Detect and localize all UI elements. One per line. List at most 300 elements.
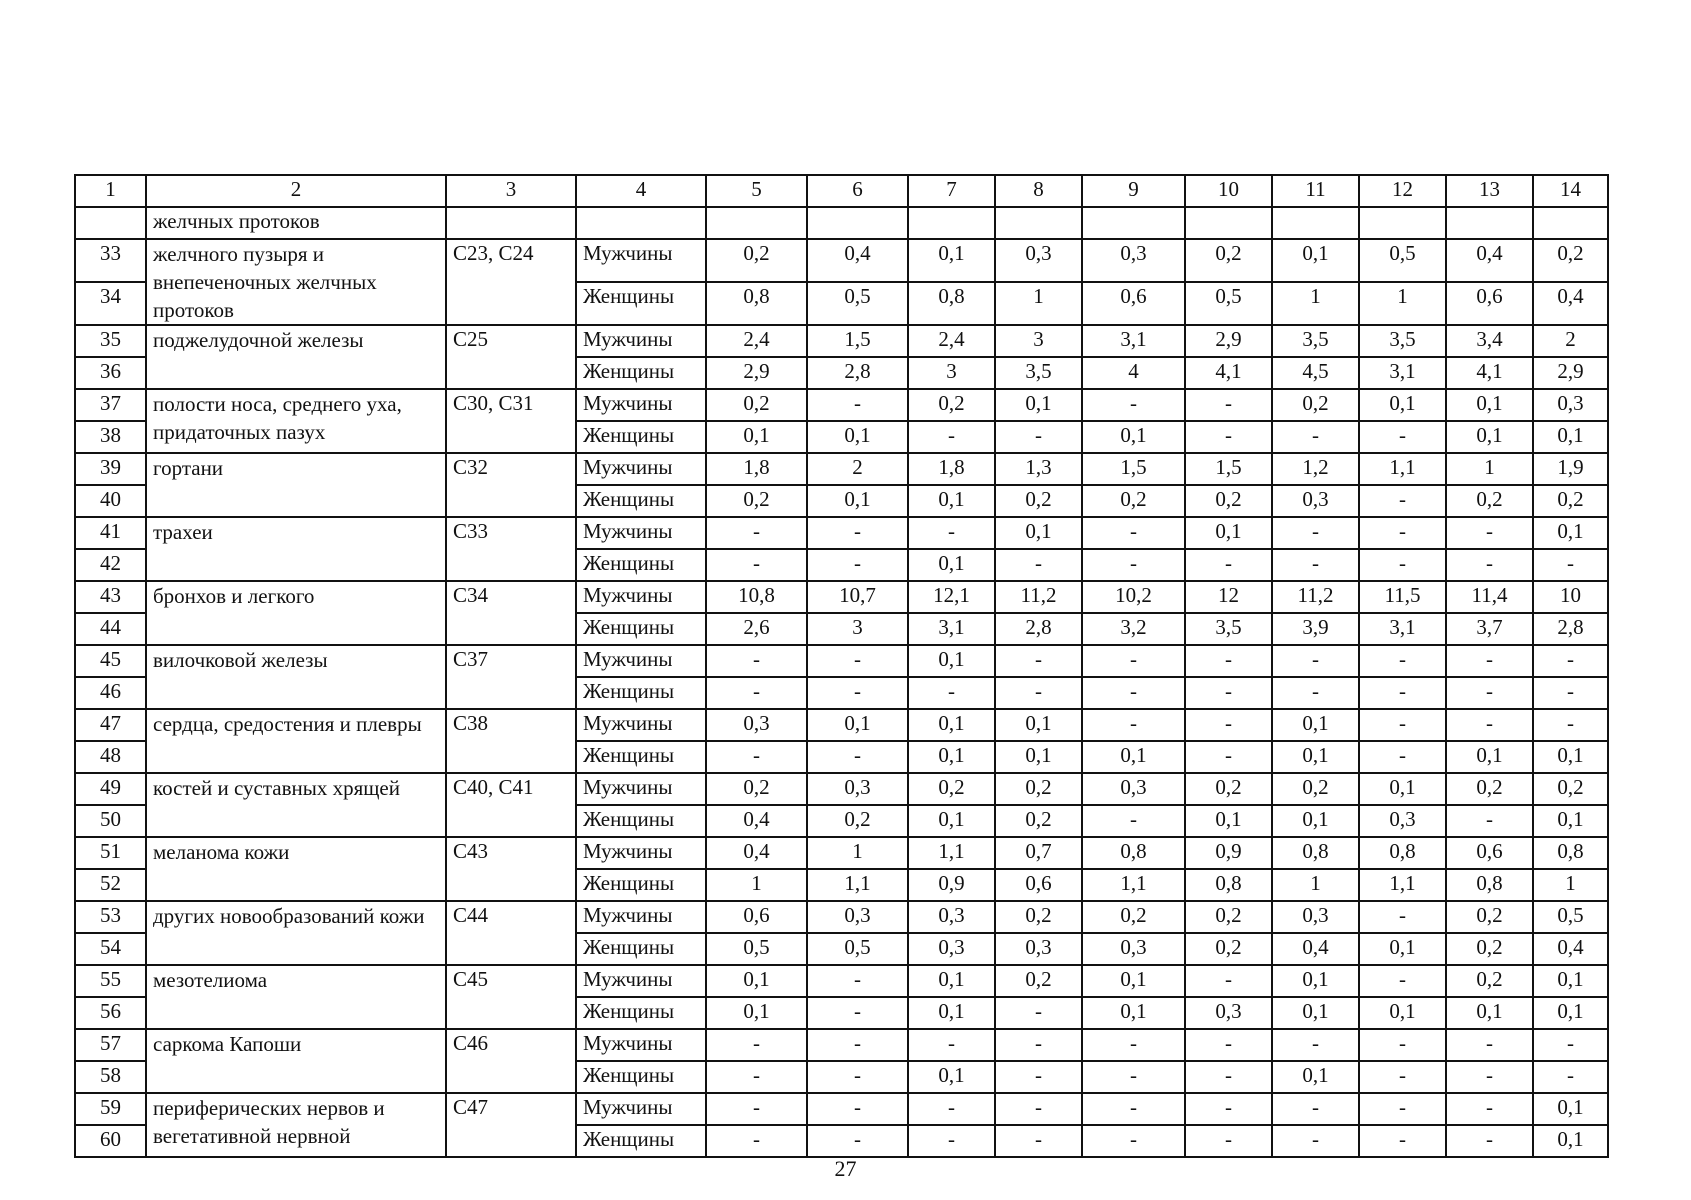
value-cell: - bbox=[1359, 677, 1446, 709]
value-cell: 0,6 bbox=[1446, 282, 1533, 325]
value-cell: - bbox=[1185, 741, 1272, 773]
value-cell: - bbox=[1446, 709, 1533, 741]
table-row bbox=[75, 207, 1608, 239]
value-cell: 0,5 bbox=[1185, 282, 1272, 325]
value-cell: 3,5 bbox=[1359, 325, 1446, 357]
value-cell: 0,1 bbox=[1446, 389, 1533, 421]
value-cell: 0,1 bbox=[1359, 773, 1446, 805]
value-cell: 0,2 bbox=[1185, 485, 1272, 517]
value-cell: 2 bbox=[807, 453, 908, 485]
localization-cell: желчного пузыря и внепеченочных желчных протоков bbox=[146, 239, 446, 325]
value-cell: 0,2 bbox=[1185, 239, 1272, 282]
value-cell: 0,1 bbox=[1082, 421, 1185, 453]
value-cell: 4 bbox=[1082, 357, 1185, 389]
value-cell: 0,2 bbox=[1082, 901, 1185, 933]
icd-code-cell: C32 bbox=[446, 453, 576, 517]
header-cell: 1 bbox=[75, 175, 146, 207]
sex-cell: Женщины bbox=[576, 869, 706, 901]
value-cell: 0,1 bbox=[706, 965, 807, 997]
value-cell: - bbox=[1446, 1061, 1533, 1093]
row-number-cell: 42 bbox=[75, 549, 146, 581]
value-cell: - bbox=[807, 1093, 908, 1125]
header-cell: 11 bbox=[1272, 175, 1359, 207]
value-cell: 0,2 bbox=[1272, 773, 1359, 805]
value-cell: 0,5 bbox=[807, 282, 908, 325]
value-cell: - bbox=[706, 549, 807, 581]
row-number-cell: 50 bbox=[75, 805, 146, 837]
localization-cell: сердца, средостения и плевры bbox=[146, 709, 446, 773]
sex-cell: Мужчины bbox=[576, 517, 706, 549]
localization-cell: саркома Капоши bbox=[146, 1029, 446, 1093]
value-cell: 0,1 bbox=[1533, 1125, 1608, 1157]
value-cell: - bbox=[908, 677, 995, 709]
value-cell: 0,1 bbox=[1272, 741, 1359, 773]
value-cell: 0,2 bbox=[706, 389, 807, 421]
value-cell: 0,1 bbox=[1446, 997, 1533, 1029]
value-cell: - bbox=[1533, 549, 1608, 581]
table-row bbox=[75, 453, 1608, 485]
localization-cell: гортани bbox=[146, 453, 446, 517]
row-number-cell: 44 bbox=[75, 613, 146, 645]
value-cell: 0,2 bbox=[1446, 933, 1533, 965]
localization-cell: костей и суставных хрящей bbox=[146, 773, 446, 837]
value-cell: 11,2 bbox=[995, 581, 1082, 613]
value-cell: - bbox=[706, 1093, 807, 1125]
value-cell: 2,4 bbox=[908, 325, 995, 357]
value-cell: - bbox=[995, 1125, 1082, 1157]
value-cell: 0,1 bbox=[1359, 389, 1446, 421]
value-cell: - bbox=[807, 1029, 908, 1061]
empty-cell bbox=[807, 207, 908, 239]
value-cell: - bbox=[1082, 549, 1185, 581]
value-cell: - bbox=[995, 421, 1082, 453]
value-cell: 0,2 bbox=[1446, 965, 1533, 997]
value-cell: 0,2 bbox=[1533, 485, 1608, 517]
header-cell: 14 bbox=[1533, 175, 1608, 207]
value-cell: 0,5 bbox=[706, 933, 807, 965]
value-cell: 0,1 bbox=[1185, 805, 1272, 837]
value-cell: 1,2 bbox=[1272, 453, 1359, 485]
value-cell: 0,1 bbox=[807, 709, 908, 741]
value-cell: - bbox=[706, 645, 807, 677]
value-cell: - bbox=[908, 1029, 995, 1061]
value-cell: 0,2 bbox=[908, 773, 995, 805]
value-cell: 0,1 bbox=[1272, 965, 1359, 997]
value-cell: - bbox=[1359, 1093, 1446, 1125]
sex-cell: Мужчины bbox=[576, 773, 706, 805]
value-cell: 3,1 bbox=[1082, 325, 1185, 357]
value-cell: 0,3 bbox=[1082, 239, 1185, 282]
sex-cell: Женщины bbox=[576, 677, 706, 709]
empty-cell bbox=[446, 207, 576, 239]
value-cell: - bbox=[706, 677, 807, 709]
value-cell: - bbox=[1082, 1125, 1185, 1157]
value-cell: - bbox=[1082, 389, 1185, 421]
sex-cell: Мужчины bbox=[576, 325, 706, 357]
value-cell: 0,2 bbox=[1533, 773, 1608, 805]
value-cell: 3,4 bbox=[1446, 325, 1533, 357]
value-cell: 0,1 bbox=[1533, 997, 1608, 1029]
value-cell: 11,4 bbox=[1446, 581, 1533, 613]
value-cell: 0,1 bbox=[908, 485, 995, 517]
header-row bbox=[75, 175, 1608, 207]
sex-cell: Женщины bbox=[576, 613, 706, 645]
value-cell: 3,5 bbox=[995, 357, 1082, 389]
header-cell: 3 bbox=[446, 175, 576, 207]
value-cell: 3,1 bbox=[1359, 613, 1446, 645]
value-cell: 0,1 bbox=[1533, 965, 1608, 997]
value-cell: 0,1 bbox=[995, 389, 1082, 421]
value-cell: 0,1 bbox=[995, 709, 1082, 741]
localization-cell: других новообразований кожи bbox=[146, 901, 446, 965]
value-cell: 0,1 bbox=[1533, 1093, 1608, 1125]
value-cell: 0,9 bbox=[1185, 837, 1272, 869]
value-cell: - bbox=[995, 1093, 1082, 1125]
sex-cell: Женщины bbox=[576, 741, 706, 773]
row-number-cell: 34 bbox=[75, 282, 146, 325]
table-row bbox=[75, 581, 1608, 613]
value-cell: - bbox=[706, 1125, 807, 1157]
value-cell: - bbox=[1446, 549, 1533, 581]
row-number-cell: 59 bbox=[75, 1093, 146, 1125]
value-cell: 0,1 bbox=[1359, 933, 1446, 965]
value-cell: - bbox=[807, 741, 908, 773]
value-cell: 0,8 bbox=[1185, 869, 1272, 901]
icd-code-cell: C44 bbox=[446, 901, 576, 965]
value-cell: - bbox=[1359, 549, 1446, 581]
value-cell: - bbox=[908, 1125, 995, 1157]
value-cell: 0,3 bbox=[908, 933, 995, 965]
value-cell: 0,2 bbox=[1185, 773, 1272, 805]
sex-cell: Мужчины bbox=[576, 1093, 706, 1125]
value-cell: 10,2 bbox=[1082, 581, 1185, 613]
value-cell: - bbox=[995, 645, 1082, 677]
sex-cell: Женщины bbox=[576, 997, 706, 1029]
icd-code-cell: C30, C31 bbox=[446, 389, 576, 453]
value-cell: - bbox=[1272, 1093, 1359, 1125]
sex-cell: Мужчины bbox=[576, 453, 706, 485]
row-number-cell: 46 bbox=[75, 677, 146, 709]
value-cell: - bbox=[807, 965, 908, 997]
localization-cell: поджелудочной железы bbox=[146, 325, 446, 389]
header-cell: 5 bbox=[706, 175, 807, 207]
value-cell: 0,5 bbox=[1359, 239, 1446, 282]
table-row bbox=[75, 709, 1608, 741]
value-cell: 3,5 bbox=[1272, 325, 1359, 357]
header-cell: 9 bbox=[1082, 175, 1185, 207]
header-cell: 4 bbox=[576, 175, 706, 207]
value-cell: 0,2 bbox=[995, 773, 1082, 805]
value-cell: 0,2 bbox=[1533, 239, 1608, 282]
value-cell: - bbox=[995, 549, 1082, 581]
value-cell: - bbox=[1359, 645, 1446, 677]
value-cell: 2,8 bbox=[807, 357, 908, 389]
sex-cell: Мужчины bbox=[576, 389, 706, 421]
value-cell: 0,3 bbox=[1272, 485, 1359, 517]
value-cell: 0,6 bbox=[1082, 282, 1185, 325]
value-cell: - bbox=[995, 1061, 1082, 1093]
value-cell: 0,3 bbox=[1082, 773, 1185, 805]
row-number-cell: 35 bbox=[75, 325, 146, 357]
empty-cell bbox=[1272, 207, 1359, 239]
row-number-cell: 60 bbox=[75, 1125, 146, 1157]
value-cell: 0,2 bbox=[1185, 901, 1272, 933]
value-cell: - bbox=[1359, 741, 1446, 773]
value-cell: 0,1 bbox=[1272, 1061, 1359, 1093]
value-cell: - bbox=[908, 421, 995, 453]
value-cell: 11,5 bbox=[1359, 581, 1446, 613]
value-cell: 0,1 bbox=[908, 805, 995, 837]
value-cell: - bbox=[1082, 677, 1185, 709]
row-number-cell: 58 bbox=[75, 1061, 146, 1093]
icd-code-cell: C43 bbox=[446, 837, 576, 901]
empty-cell bbox=[1446, 207, 1533, 239]
value-cell: 4,1 bbox=[1185, 357, 1272, 389]
value-cell: - bbox=[1446, 517, 1533, 549]
value-cell: - bbox=[706, 1061, 807, 1093]
value-cell: - bbox=[1272, 549, 1359, 581]
localization-cell: трахеи bbox=[146, 517, 446, 581]
sex-cell: Женщины bbox=[576, 1061, 706, 1093]
value-cell: - bbox=[1359, 485, 1446, 517]
value-cell: 0,1 bbox=[908, 709, 995, 741]
value-cell: - bbox=[1533, 1029, 1608, 1061]
value-cell: 0,1 bbox=[1446, 741, 1533, 773]
row-number-cell: 49 bbox=[75, 773, 146, 805]
value-cell: 0,1 bbox=[908, 549, 995, 581]
value-cell: - bbox=[1272, 645, 1359, 677]
icd-code-cell: C45 bbox=[446, 965, 576, 1029]
localization-cell: желчных протоков bbox=[146, 207, 446, 239]
value-cell: - bbox=[1446, 805, 1533, 837]
value-cell: 0,2 bbox=[706, 239, 807, 282]
value-cell: 0,4 bbox=[1533, 282, 1608, 325]
value-cell: 0,1 bbox=[706, 421, 807, 453]
row-number-cell: 56 bbox=[75, 997, 146, 1029]
value-cell: 0,1 bbox=[706, 997, 807, 1029]
value-cell: - bbox=[1185, 1029, 1272, 1061]
value-cell: 1,8 bbox=[908, 453, 995, 485]
empty-cell bbox=[706, 207, 807, 239]
value-cell: 0,4 bbox=[1533, 933, 1608, 965]
statistics-table bbox=[74, 174, 1609, 1158]
value-cell: 12 bbox=[1185, 581, 1272, 613]
value-cell: 1 bbox=[995, 282, 1082, 325]
value-cell: 0,4 bbox=[1272, 933, 1359, 965]
value-cell: - bbox=[1185, 709, 1272, 741]
value-cell: 1,1 bbox=[1359, 453, 1446, 485]
value-cell: 0,5 bbox=[807, 933, 908, 965]
value-cell: - bbox=[1272, 677, 1359, 709]
icd-code-cell: C37 bbox=[446, 645, 576, 709]
sex-cell: Мужчины bbox=[576, 239, 706, 282]
value-cell: 0,7 bbox=[995, 837, 1082, 869]
value-cell: - bbox=[1533, 1061, 1608, 1093]
localization-cell: меланома кожи bbox=[146, 837, 446, 901]
value-cell: 4,5 bbox=[1272, 357, 1359, 389]
value-cell: 1 bbox=[1533, 869, 1608, 901]
value-cell: 0,1 bbox=[1272, 805, 1359, 837]
value-cell: 1 bbox=[706, 869, 807, 901]
sex-cell: Мужчины bbox=[576, 581, 706, 613]
value-cell: - bbox=[1082, 517, 1185, 549]
value-cell: 0,1 bbox=[908, 741, 995, 773]
value-cell: 2,9 bbox=[706, 357, 807, 389]
value-cell: - bbox=[1359, 709, 1446, 741]
value-cell: 0,8 bbox=[706, 282, 807, 325]
value-cell: - bbox=[1446, 1125, 1533, 1157]
value-cell: - bbox=[807, 517, 908, 549]
sex-cell: Женщины bbox=[576, 357, 706, 389]
value-cell: 1 bbox=[807, 837, 908, 869]
value-cell: 1,5 bbox=[1185, 453, 1272, 485]
value-cell: 0,2 bbox=[706, 773, 807, 805]
value-cell: 4,1 bbox=[1446, 357, 1533, 389]
value-cell: 0,3 bbox=[1082, 933, 1185, 965]
row-number-cell: 51 bbox=[75, 837, 146, 869]
value-cell: 0,1 bbox=[807, 421, 908, 453]
empty-cell bbox=[1185, 207, 1272, 239]
value-cell: - bbox=[1446, 645, 1533, 677]
icd-code-cell: C33 bbox=[446, 517, 576, 581]
value-cell: 0,1 bbox=[1185, 517, 1272, 549]
value-cell: 0,1 bbox=[908, 1061, 995, 1093]
table-row bbox=[75, 1029, 1608, 1061]
header-cell: 10 bbox=[1185, 175, 1272, 207]
value-cell: - bbox=[1185, 549, 1272, 581]
value-cell: 0,4 bbox=[807, 239, 908, 282]
value-cell: - bbox=[995, 997, 1082, 1029]
sex-cell: Мужчины bbox=[576, 837, 706, 869]
value-cell: - bbox=[1359, 1029, 1446, 1061]
value-cell: 1,1 bbox=[1359, 869, 1446, 901]
header-cell: 12 bbox=[1359, 175, 1446, 207]
value-cell: 0,2 bbox=[995, 901, 1082, 933]
value-cell: - bbox=[1082, 709, 1185, 741]
value-cell: 1,3 bbox=[995, 453, 1082, 485]
value-cell: 0,1 bbox=[995, 517, 1082, 549]
row-number-cell: 54 bbox=[75, 933, 146, 965]
value-cell: - bbox=[1082, 1093, 1185, 1125]
sex-cell: Женщины bbox=[576, 282, 706, 325]
value-cell: - bbox=[807, 997, 908, 1029]
value-cell: 0,1 bbox=[995, 741, 1082, 773]
value-cell: 1 bbox=[1272, 282, 1359, 325]
value-cell: 1,9 bbox=[1533, 453, 1608, 485]
value-cell: 0,9 bbox=[908, 869, 995, 901]
icd-code-cell: C46 bbox=[446, 1029, 576, 1093]
row-number-cell: 53 bbox=[75, 901, 146, 933]
value-cell: 3 bbox=[807, 613, 908, 645]
row-number-cell: 52 bbox=[75, 869, 146, 901]
value-cell: 2,6 bbox=[706, 613, 807, 645]
value-cell: - bbox=[1533, 709, 1608, 741]
value-cell: 2 bbox=[1533, 325, 1608, 357]
value-cell: 0,2 bbox=[1272, 389, 1359, 421]
value-cell: 0,1 bbox=[908, 997, 995, 1029]
value-cell: 3 bbox=[908, 357, 995, 389]
sex-cell: Женщины bbox=[576, 421, 706, 453]
sex-cell: Мужчины bbox=[576, 1029, 706, 1061]
table-body bbox=[75, 175, 1608, 1157]
value-cell: 0,1 bbox=[1359, 997, 1446, 1029]
value-cell: 0,2 bbox=[807, 805, 908, 837]
table-row bbox=[75, 965, 1608, 997]
value-cell: 12,1 bbox=[908, 581, 995, 613]
value-cell: - bbox=[1185, 965, 1272, 997]
value-cell: 0,8 bbox=[1446, 869, 1533, 901]
value-cell: 0,3 bbox=[1185, 997, 1272, 1029]
value-cell: 0,1 bbox=[1082, 965, 1185, 997]
value-cell: 3,1 bbox=[908, 613, 995, 645]
value-cell: 0,1 bbox=[807, 485, 908, 517]
sex-cell: Женщины bbox=[576, 805, 706, 837]
sex-cell: Женщины bbox=[576, 1125, 706, 1157]
sex-cell: Мужчины bbox=[576, 709, 706, 741]
header-cell: 7 bbox=[908, 175, 995, 207]
value-cell: - bbox=[807, 677, 908, 709]
value-cell: - bbox=[1272, 517, 1359, 549]
value-cell: 0,8 bbox=[1082, 837, 1185, 869]
row-number-cell: 48 bbox=[75, 741, 146, 773]
value-cell: - bbox=[1272, 1125, 1359, 1157]
icd-code-cell: C25 bbox=[446, 325, 576, 389]
sex-cell: Мужчины bbox=[576, 901, 706, 933]
value-cell: - bbox=[995, 1029, 1082, 1061]
page-number: 27 bbox=[834, 1156, 857, 1181]
value-cell: 0,1 bbox=[1446, 421, 1533, 453]
row-number-cell: 38 bbox=[75, 421, 146, 453]
localization-cell: бронхов и легкого bbox=[146, 581, 446, 645]
localization-cell: полости носа, среднего уха, придаточных пазух bbox=[146, 389, 446, 453]
value-cell: - bbox=[1359, 1125, 1446, 1157]
row-number-cell: 55 bbox=[75, 965, 146, 997]
value-cell: 1,5 bbox=[1082, 453, 1185, 485]
value-cell: - bbox=[706, 741, 807, 773]
value-cell: 0,1 bbox=[1533, 421, 1608, 453]
value-cell: 1,8 bbox=[706, 453, 807, 485]
value-cell: - bbox=[807, 389, 908, 421]
table-row bbox=[75, 389, 1608, 421]
value-cell: 10,7 bbox=[807, 581, 908, 613]
value-cell: 0,2 bbox=[1185, 933, 1272, 965]
row-number-cell: 57 bbox=[75, 1029, 146, 1061]
value-cell: 0,1 bbox=[1272, 709, 1359, 741]
value-cell: - bbox=[1082, 1029, 1185, 1061]
value-cell: 3,7 bbox=[1446, 613, 1533, 645]
value-cell: 1 bbox=[1359, 282, 1446, 325]
localization-cell: периферических нервов и вегетативной нервной bbox=[146, 1093, 446, 1157]
value-cell: 0,1 bbox=[908, 645, 995, 677]
value-cell: 0,6 bbox=[995, 869, 1082, 901]
value-cell: 11,2 bbox=[1272, 581, 1359, 613]
value-cell: - bbox=[1272, 421, 1359, 453]
value-cell: - bbox=[908, 1093, 995, 1125]
value-cell: - bbox=[1185, 1061, 1272, 1093]
row-number-cell: 33 bbox=[75, 239, 146, 282]
value-cell: 1 bbox=[1446, 453, 1533, 485]
value-cell: 0,8 bbox=[1359, 837, 1446, 869]
value-cell: 0,2 bbox=[995, 485, 1082, 517]
value-cell: 10 bbox=[1533, 581, 1608, 613]
value-cell: - bbox=[1185, 421, 1272, 453]
row-number-cell: 36 bbox=[75, 357, 146, 389]
icd-code-cell: C38 bbox=[446, 709, 576, 773]
value-cell: - bbox=[1185, 677, 1272, 709]
value-cell: 0,2 bbox=[706, 485, 807, 517]
value-cell: - bbox=[1185, 1093, 1272, 1125]
value-cell: - bbox=[807, 645, 908, 677]
